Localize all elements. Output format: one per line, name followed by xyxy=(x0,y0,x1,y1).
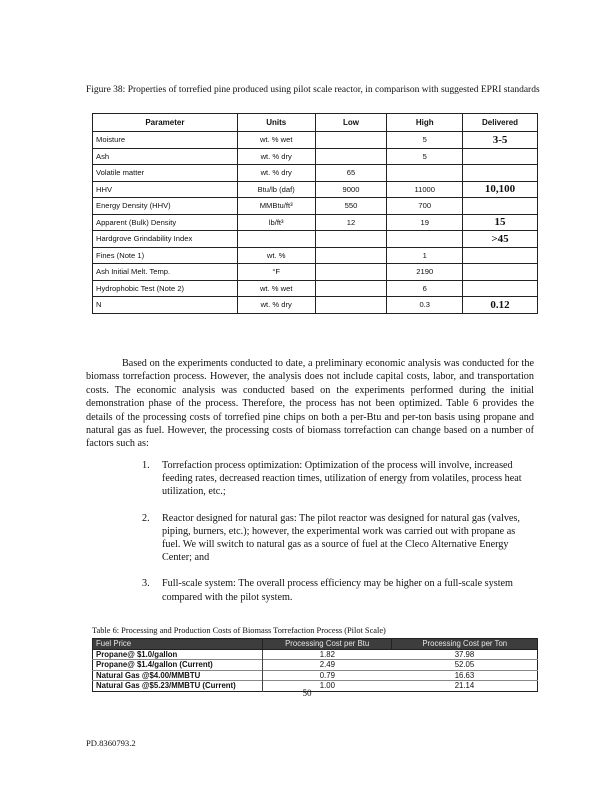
cell-high: 11000 xyxy=(387,181,463,198)
cell-units: wt. % xyxy=(237,247,315,264)
costs-header-row xyxy=(93,639,538,650)
header-fuel-price: Fuel Price xyxy=(93,639,263,650)
cell-parameter: N xyxy=(93,297,238,314)
cell-delivered xyxy=(463,165,538,182)
cell-units: wt. % dry xyxy=(237,148,315,165)
cell-low xyxy=(315,297,387,314)
list-item-number: 2. xyxy=(142,512,150,524)
table-row xyxy=(93,214,538,231)
cell-units: wt. % wet xyxy=(237,280,315,297)
cell-high: 0.3 xyxy=(387,297,463,314)
header-parameter: Parameter xyxy=(93,114,238,132)
cell-delivered: 15 xyxy=(463,214,538,231)
cell-high: 6 xyxy=(387,280,463,297)
cell-delivered xyxy=(463,264,538,281)
table-row xyxy=(93,660,538,671)
cell-delivered xyxy=(463,198,538,215)
cell-delivered xyxy=(463,148,538,165)
cell-parameter: Apparent (Bulk) Density xyxy=(93,214,238,231)
cell-parameter: Ash xyxy=(93,148,238,165)
cell-low: 550 xyxy=(315,198,387,215)
factor-list xyxy=(142,459,536,617)
cell-parameter: Ash Initial Melt. Temp. xyxy=(93,264,238,281)
table-row xyxy=(93,670,538,681)
cell-per-btu: 0.79 xyxy=(262,670,392,681)
cell-high xyxy=(387,165,463,182)
cell-high: 19 xyxy=(387,214,463,231)
list-item xyxy=(142,512,536,565)
table-row xyxy=(93,165,538,182)
table-row xyxy=(93,247,538,264)
cell-units: MMBtu/ft³ xyxy=(237,198,315,215)
cell-delivered xyxy=(463,247,538,264)
cell-high: 2190 xyxy=(387,264,463,281)
cell-per-btu: 2.49 xyxy=(262,660,392,671)
cell-parameter: Hydrophobic Test (Note 2) xyxy=(93,280,238,297)
list-item xyxy=(142,459,536,499)
cell-parameter: Moisture xyxy=(93,132,238,149)
cell-delivered xyxy=(463,280,538,297)
header-delivered: Delivered xyxy=(463,114,538,132)
table-row xyxy=(93,181,538,198)
cell-per-btu: 1.00 xyxy=(262,681,392,692)
cell-fuel: Propane@ $1.4/gallon (Current) xyxy=(93,660,263,671)
list-item-number: 3. xyxy=(142,578,150,590)
table-row xyxy=(93,649,538,660)
cell-units xyxy=(237,231,315,248)
table-row xyxy=(93,280,538,297)
cell-per-ton: 37.98 xyxy=(392,649,538,660)
cell-low xyxy=(315,231,387,248)
figure-caption: Figure 38: Properties of torrefied pine produced using pilot scale reactor, in comparison with suggested EPRI standards xyxy=(86,85,540,95)
cell-high: 5 xyxy=(387,148,463,165)
cell-parameter: Hardgrove Grindability Index xyxy=(93,231,238,248)
table-row xyxy=(93,198,538,215)
cell-low xyxy=(315,264,387,281)
cell-high: 700 xyxy=(387,198,463,215)
page-number: 50 xyxy=(302,688,312,698)
table-row xyxy=(93,297,538,314)
list-item-text: Torrefaction process optimization: Optimization of the process will involve, increased feeding rates, decreased reaction times, utilization of energy from volatiles, process heat utilization, etc.; xyxy=(162,460,522,498)
header-low: Low xyxy=(315,114,387,132)
header-cost-per-btu: Processing Cost per Btu xyxy=(262,639,392,650)
cell-per-ton: 16.63 xyxy=(392,670,538,681)
cell-high: 5 xyxy=(387,132,463,149)
cell-units: wt. % dry xyxy=(237,297,315,314)
cell-delivered: 10,100 xyxy=(463,181,538,198)
table-row xyxy=(93,231,538,248)
cell-low: 65 xyxy=(315,165,387,182)
header-cost-per-ton: Processing Cost per Ton xyxy=(392,639,538,650)
cell-parameter: Energy Density (HHV) xyxy=(93,198,238,215)
list-item xyxy=(142,577,536,603)
properties-table xyxy=(92,113,538,314)
cell-low: 12 xyxy=(315,214,387,231)
cell-delivered: >45 xyxy=(463,231,538,248)
cell-units: Btu/lb (daf) xyxy=(237,181,315,198)
cell-parameter: HHV xyxy=(93,181,238,198)
cell-per-ton: 21.14 xyxy=(392,681,538,692)
cell-parameter: Volatile matter xyxy=(93,165,238,182)
cell-units: lb/ft³ xyxy=(237,214,315,231)
list-item-text: Reactor designed for natural gas: The pilot reactor was designed for natural gas (valves, piping, burners, etc.); however, the experimental work was carried out with propane as fuel. We will switch to natural gas as a source of fuel at the Cleco Alternative Energy Center; and xyxy=(162,512,520,564)
cell-high: 1 xyxy=(387,247,463,264)
cell-fuel: Natural Gas @$4.00/MMBTU xyxy=(93,670,263,681)
table6-caption: Table 6: Processing and Production Costs of Biomass Torrefaction Process (Pilot Scale) xyxy=(92,626,386,635)
body-paragraph: Based on the experiments conducted to date, a preliminary economic analysis was conducted for the biomass torrefaction process. However, the analysis does not include capital costs, labor, and transportation costs. The economic analysis was conducted based on the experiments performed during the initial demonstration phase of the process. Therefore, the process has not been optimized. Table 6 provides the details of the processing costs of torrefied pine chips on both a per-Btu and per-ton basis using propane and natural gas as fuel. However, the processing costs of biomass torrefaction can change based on a number of factors such as: xyxy=(86,358,534,450)
cell-fuel: Natural Gas @$5.23/MMBTU (Current) xyxy=(93,681,263,692)
cell-units: wt. % dry xyxy=(237,165,315,182)
cell-low xyxy=(315,247,387,264)
cell-units: wt. % wet xyxy=(237,132,315,149)
cell-delivered: 3-5 xyxy=(463,132,538,149)
cell-units: °F xyxy=(237,264,315,281)
table-row xyxy=(93,264,538,281)
table-row xyxy=(93,148,538,165)
cell-low xyxy=(315,132,387,149)
cell-high xyxy=(387,231,463,248)
cell-per-btu: 1.82 xyxy=(262,649,392,660)
table-row xyxy=(93,132,538,149)
properties-header-row xyxy=(93,114,538,132)
header-high: High xyxy=(387,114,463,132)
document-id: PD.8360793.2 xyxy=(86,738,136,748)
header-units: Units xyxy=(237,114,315,132)
cell-low xyxy=(315,148,387,165)
list-item-text: Full-scale system: The overall process efficiency may be higher on a full-scale system compared with the pilot system. xyxy=(162,578,513,603)
cell-parameter: Fines (Note 1) xyxy=(93,247,238,264)
cell-low xyxy=(315,280,387,297)
cell-low: 9000 xyxy=(315,181,387,198)
list-item-number: 1. xyxy=(142,460,150,471)
cell-delivered: 0.12 xyxy=(463,297,538,314)
cell-per-ton: 52.05 xyxy=(392,660,538,671)
costs-table xyxy=(92,638,538,692)
cell-fuel: Propane@ $1.0/gallon xyxy=(93,649,263,660)
